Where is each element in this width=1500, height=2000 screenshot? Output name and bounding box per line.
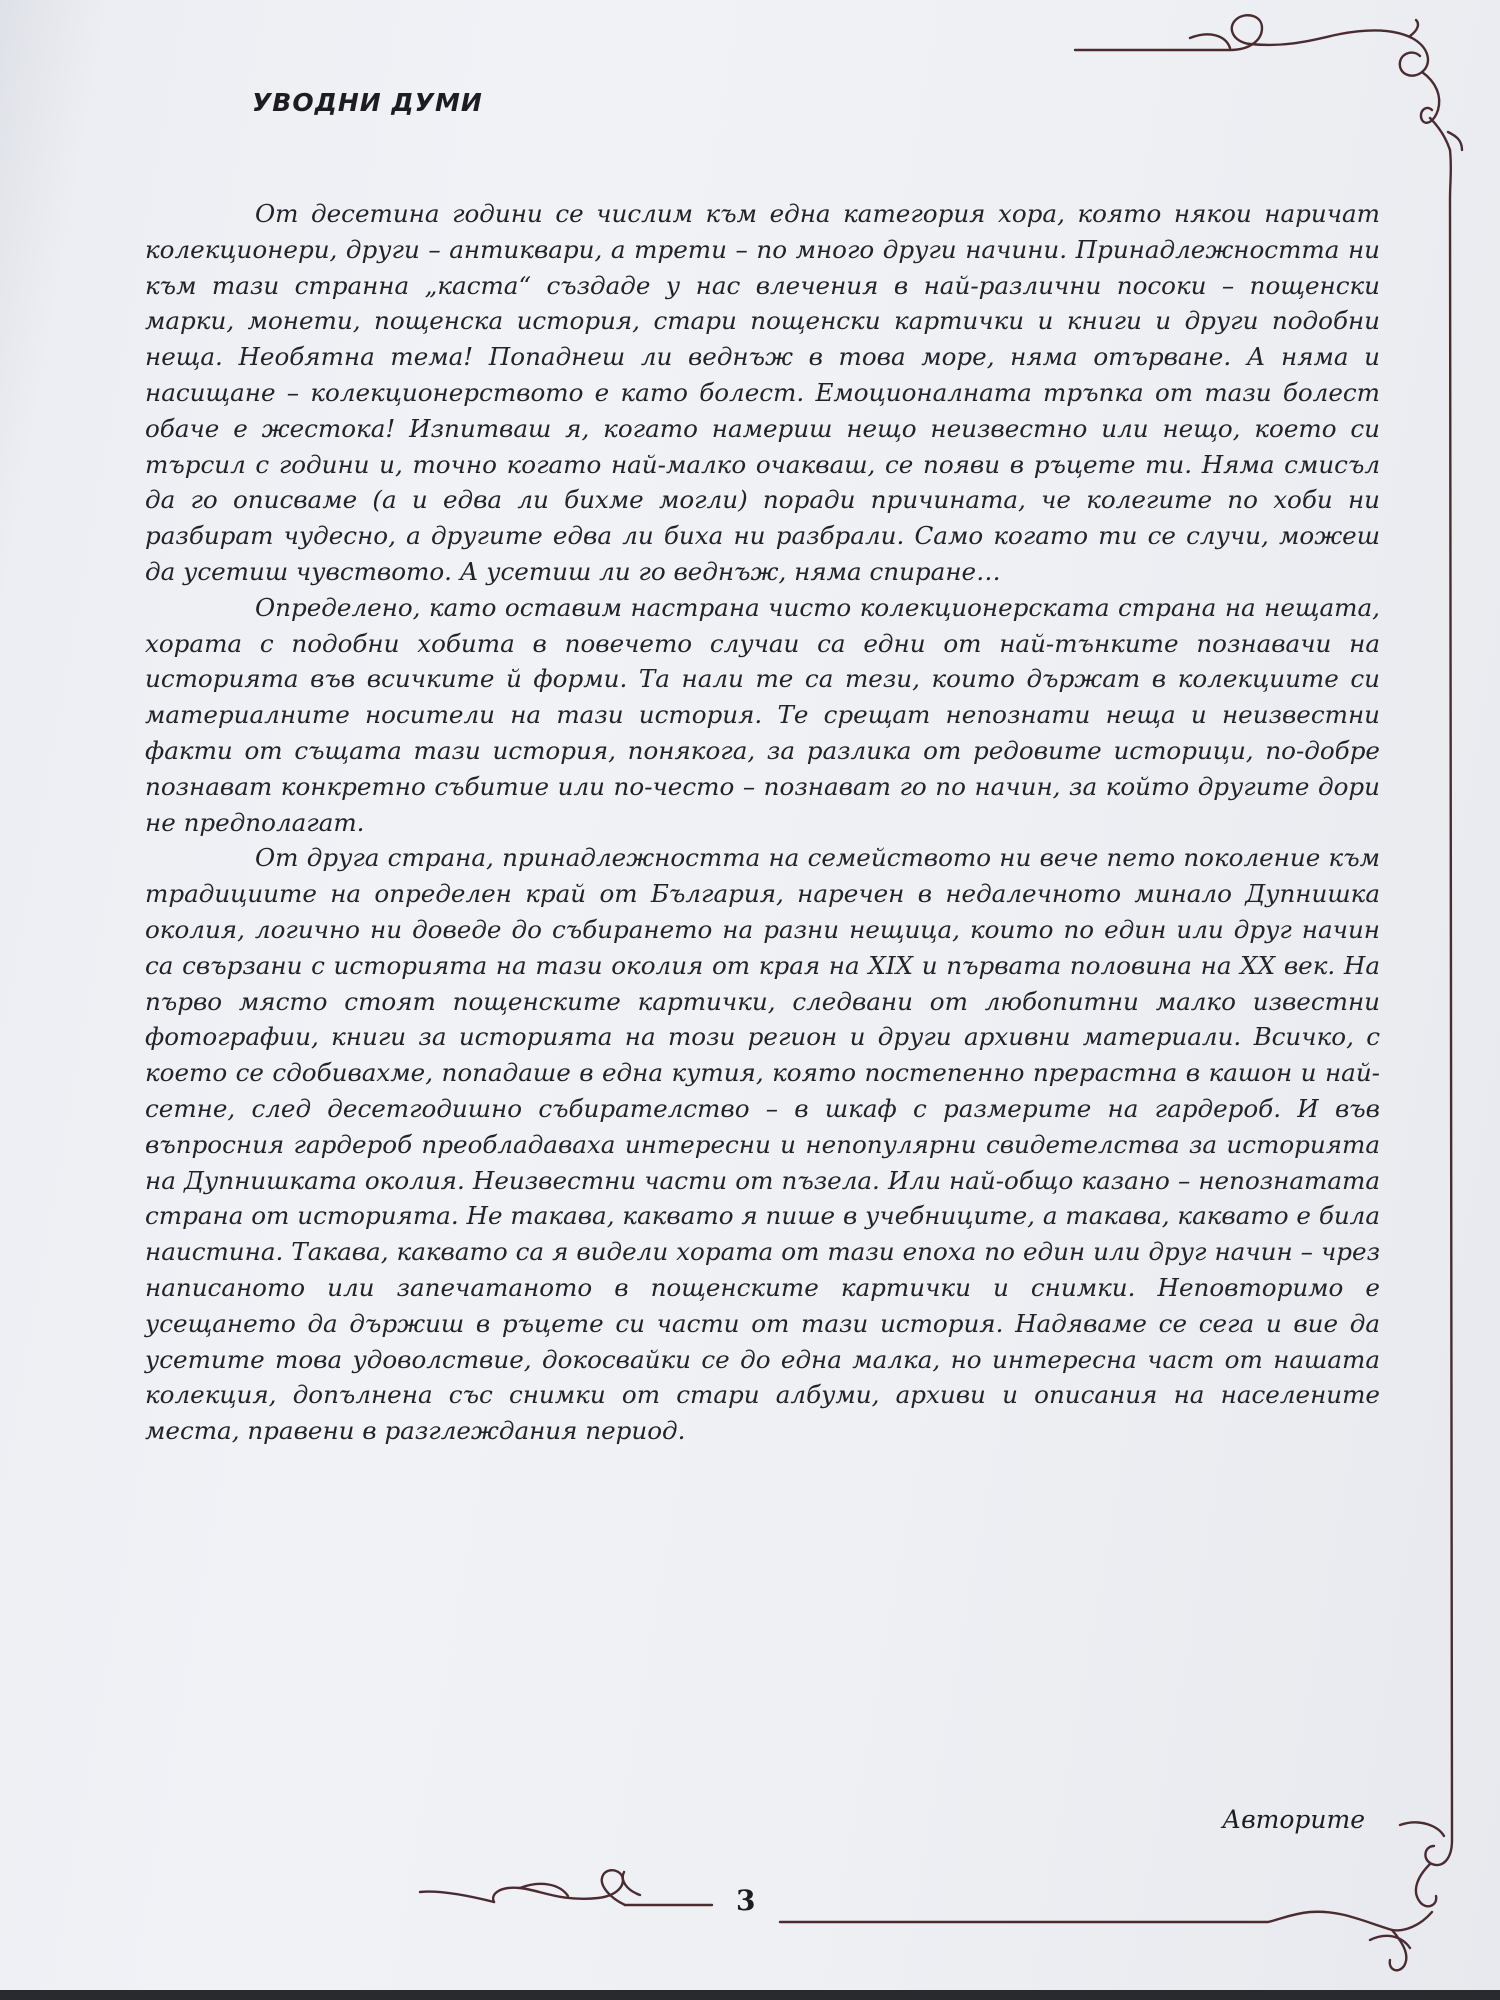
body-text [145,196,1380,1449]
paragraph: Определено, като оставим настрана чисто колекционерската страна на нещата, хората с подобни хобита в повечето случаи са едни от най-тънките познавачи на историята във всичките й форми. Та нали те са тези, които държат в колекциите си материалните носители на тази история. Те срещат непознати неща и неизвестни факти от същата тази история, понякога, за разлика от редовите историци, по-добре познават конкретно събитие или по-често – познават го по начин, за който другите дори не предполагат. [145,592,1380,837]
page-number: 3 [736,1884,756,1917]
author-signature: Авторите [1222,1805,1365,1834]
page-heading: УВОДНИ ДУМИ [252,88,483,117]
paragraph: От десетина години се числим към една категория хора, която някои наричат колекционери, други – антиквари, а трети – по много други начини. Принадлежността ни към тази странна „каста“ създаде у нас влечения в най-различни посоки – пощенски марки, монети, пощенска история, стари пощенски картички и книги и други подобни неща. Необятна тема! Попаднеш ли веднъж в това море, няма отърване. А няма и насищане – колекционерството е като болест. Емоционалната тръпка от тази болест обаче е жестока! Изпитваш я, когато намериш нещо неизвестно или нещо, което си търсил с години и, точно когато най-малко очакваш, се появи в ръцете ти. Няма смисъл да го описваме (а и едва ли бихме могли) поради причината, че колегите по хоби ни разбират чудесно, а другите едва ли биха ни разбрали. Само когато ти се случи, можеш да усетиш чувството. А усетиш ли го веднъж, няма спиране… [145,199,1380,586]
paragraph: От друга страна, принадлежността на семейството ни вече пето поколение към традициите на определен край от България, наречен в недалечното минало Дупнишка околия, логично ни доведе до събирането на разни нещица, които по един или друг начин са свързани с историята на тази околия от края на XIX и първата половина на XX век. На първо място стоят пощенските картички, следвани от любопитни малко известни фотографии, книги за историята на този регион и други архивни материали. Всичко, с което се сдобивахме, попадаше в една кутия, която постепенно прерастна в кашон и най-сетне, след десетгодишно събирателство – в шкаф с размерите на гардероб. И във въпросния гардероб преобладаваха интересни и непопулярни свидетелства за историята на Дупнишката околия. Неизвестни части от пъзела. Или най-общо казано – непознатата страна от историята. Не такава, каквато я пише в учебниците, а такава, каквато е била наистина. Такава, каквато са я видели хората от тази епоха по един или друг начин – чрез написаното или запечатаното в пощенските картички и снимки. Неповторимо е усещането да държиш в ръцете си части от тази история. Надяваме се сега и вие да усетите това удоволствие, докосвайки се до една малка, но интересна част от нашата колекция, допълнена със снимки от стари албуми, архиви и описания на населените места, правени в разглеждания период. [145,843,1380,1446]
